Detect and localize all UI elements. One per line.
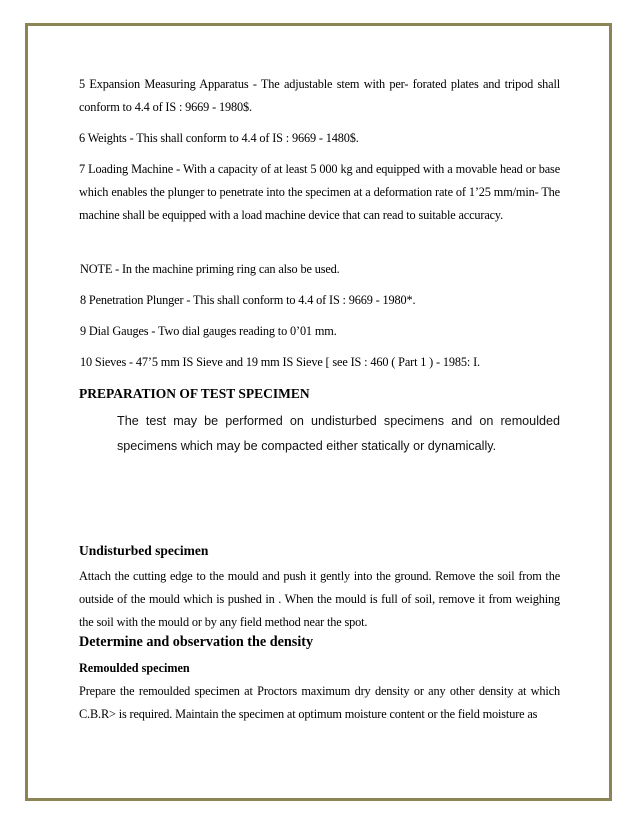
remoulded-text: Prepare the remoulded specimen at Proctors maximum dry density or any other density at which C.B.R> is required. Maintain the specimen at optimum moisture content or the field moisture as [79, 684, 560, 721]
item-sieves: 10 Sieves - 47’5 mm IS Sieve and 19 mm IS Sieve [ see IS : 460 ( Part 1 ) - 1985: I. [80, 355, 480, 369]
item-expansion-apparatus: 5 Expansion Measuring Apparatus - The adjustable stem with per- forated plates and tripod shall conform to 4.4 of IS : 9669 - 1980$. [79, 77, 560, 114]
item-penetration-plunger: 8 Penetration Plunger - This shall conform to 4.4 of IS : 9669 - 1980*. [80, 293, 416, 307]
density-heading: Determine and observation the density [79, 634, 314, 650]
undisturbed-heading: Undisturbed specimen [79, 543, 209, 558]
item-weights: 6 Weights - This shall conform to 4.4 of IS : 9669 - 1480$. [79, 131, 359, 145]
preparation-heading: PREPARATION OF TEST SPECIMEN [79, 386, 310, 401]
remoulded-heading: Remoulded specimen [79, 661, 190, 675]
item-loading-machine: 7 Loading Machine - With a capacity of at least 5 000 kg and equipped with a movable head or base which enables the plunger to penetrate into the specimen at a deformation rate of 1’25 mm/min- The machine shall be equipped with a load machine device that can read to suitable accuracy. [79, 162, 560, 222]
undisturbed-text: Attach the cutting edge to the mould and push it gently into the ground. Remove the soil from the outside of the mould which is pushed in . When the mould is full of soil, remove it from weighing the soil with the mould or by any field method near the spot. [79, 569, 560, 629]
item-note: NOTE - In the machine priming ring can also be used. [80, 262, 340, 276]
preparation-text: The test may be performed on undisturbed specimens and on remoulded specimens which may be compacted either statically or dynamically. [117, 414, 560, 453]
item-dial-gauges: 9 Dial Gauges - Two dial gauges reading to 0’01 mm. [80, 324, 337, 338]
